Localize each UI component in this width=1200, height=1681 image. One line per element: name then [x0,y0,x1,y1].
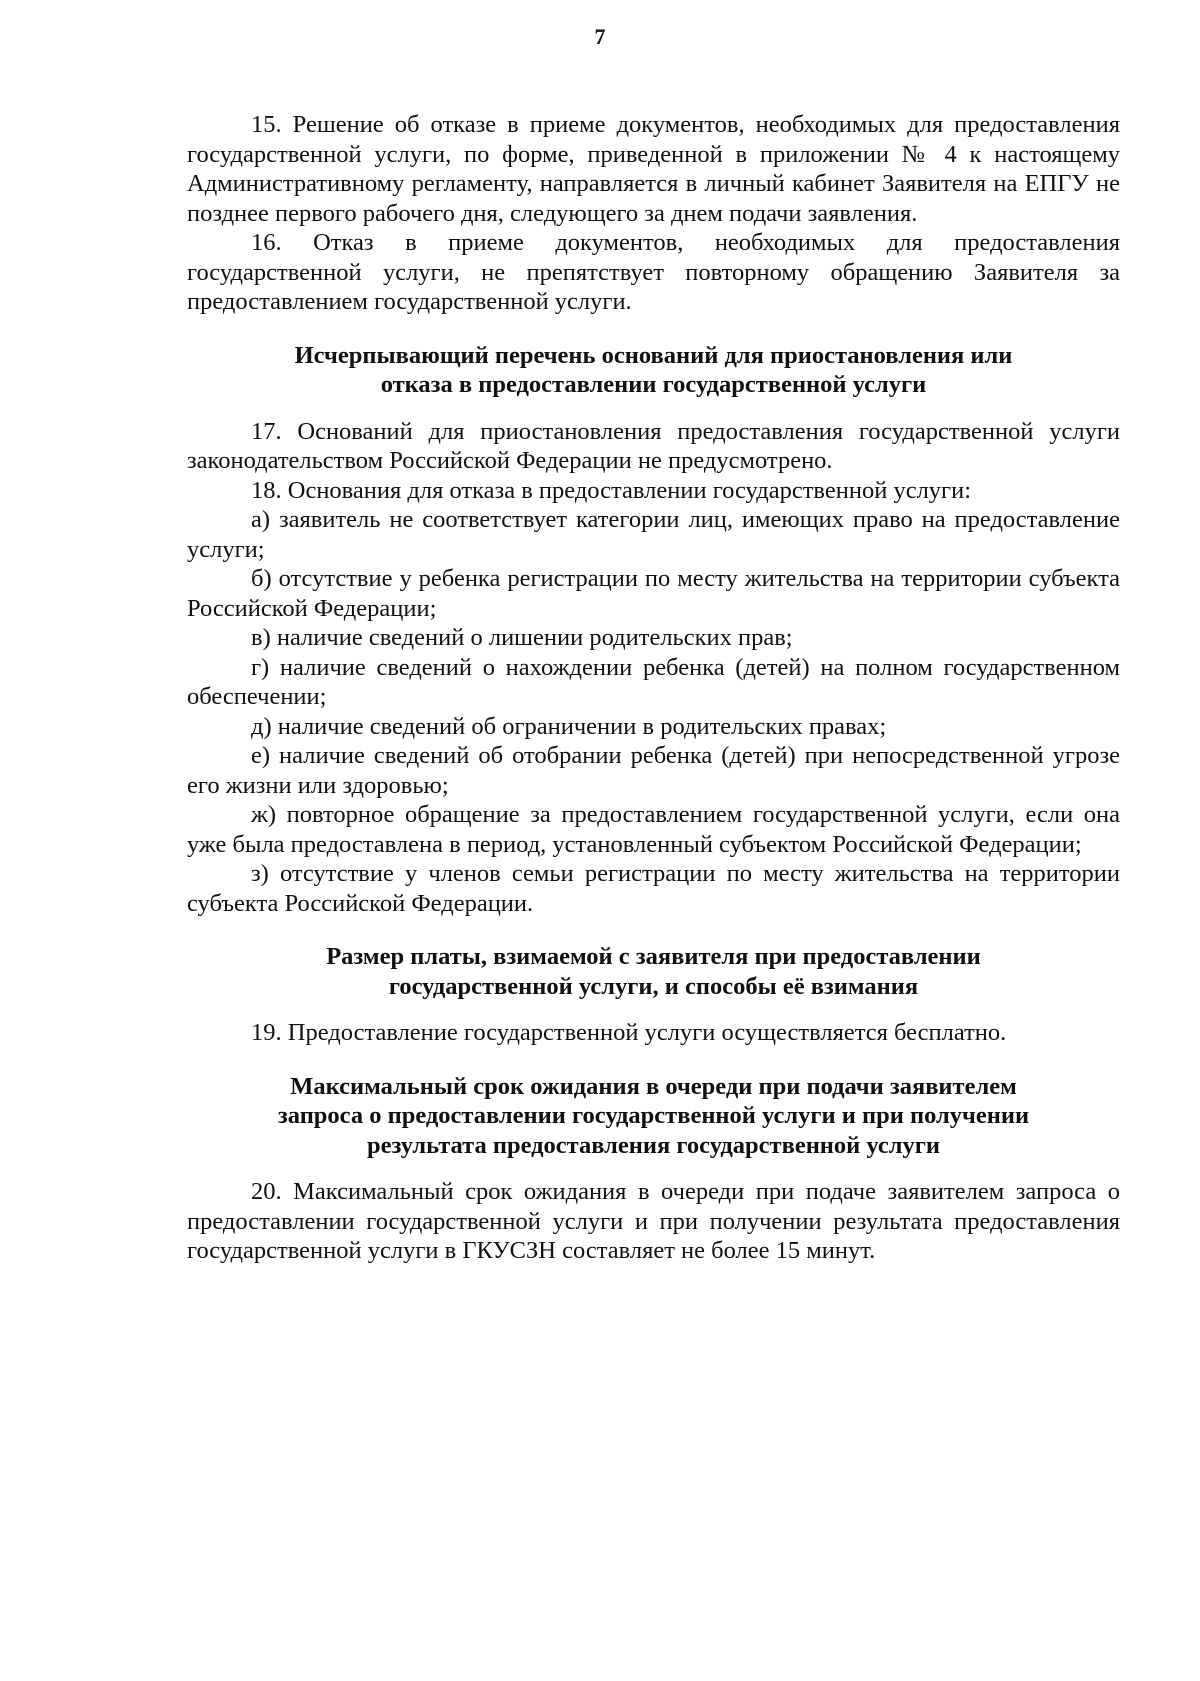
section-heading-waiting-time [187,1072,1120,1161]
heading-line: результата предоставления государственной услуги [366,1131,941,1159]
section-heading-suspension-refusal [187,341,1120,400]
list-item-b: б) отсутствие у ребенка регистрации по месту жительства на территории субъекта Российской Федерации; [187,565,1120,622]
paragraph-16: 16. Отказ в приеме документов, необходимых для предоставления государственной услуги, не препятствует повторному обращению Заявителя за предоставлением государственной услуги. [187,229,1120,315]
paragraph-17: 17. Оснований для приостановления предоставления государственной услуги законодательством Российской Федерации не предусмотрено. [187,417,1120,474]
spacer [187,400,1120,417]
paragraph-18: 18. Основания для отказа в предоставлении государственной услуги: [251,476,972,504]
section-heading-fee [187,942,1120,1001]
spacer [187,317,1120,341]
spacer [187,1160,1120,1177]
paragraph-20: 20. Максимальный срок ожидания в очереди при подаче заявителем запроса о предоставлении государственной услуги и при получении результата предоставления государственной услуги в ГКУСЗН составляет не более 15 минут. [187,1178,1120,1264]
heading-line: государственной услуги, и способы её взимания [388,972,919,1000]
spacer [187,1048,1120,1072]
heading-line: отказа в предоставлении государственной услуги [380,371,927,398]
spacer [187,1001,1120,1018]
heading-line: Размер платы, взимаемой с заявителя при предоставлении [326,943,981,970]
heading-line: запроса о предоставлении государственной услуги и при получении [277,1102,1030,1129]
list-item-d: д) наличие сведений об ограничении в родительских правах; [251,712,887,740]
list-item-a: а) заявитель не соответствует категории лиц, имеющих право на предоставление услуги; [187,506,1120,563]
list-item-g: г) наличие сведений о нахождении ребенка (детей) на полном государственном обеспечении; [187,653,1120,710]
spacer [187,918,1120,942]
list-item-z: з) отсутствие у членов семьи регистрации по месту жительства на территории субъекта Российской Федерации. [187,860,1120,917]
heading-line: Исчерпывающий перечень оснований для приостановления или [294,341,1013,369]
list-item-v: в) наличие сведений о лишении родительских прав; [251,624,793,651]
list-item-zh: ж) повторное обращение за предоставлением государственной услуги, если она уже была предоставлена в период, установленный субъектом Российской Федерации; [187,801,1120,858]
list-item-e: е) наличие сведений об отобрании ребенка (детей) при непосредственной угрозе его жизни или здоровью; [187,742,1120,799]
paragraph-15: 15. Решение об отказе в приеме документов, необходимых для предоставления государственной услуги, по форме, приведенной в приложении № 4 к настоящему Административному регламенту, направляется в личный кабинет Заявителя на ЕПГУ не позднее первого рабочего дня, следующего за днем подачи заявления. [187,111,1120,227]
page-number: 7 [594,24,606,49]
document-body [187,110,1120,1266]
heading-line: Максимальный срок ожидания в очереди при подачи заявителем [290,1072,1017,1100]
paragraph-19: 19. Предоставление государственной услуги осуществляется бесплатно. [251,1019,1007,1046]
